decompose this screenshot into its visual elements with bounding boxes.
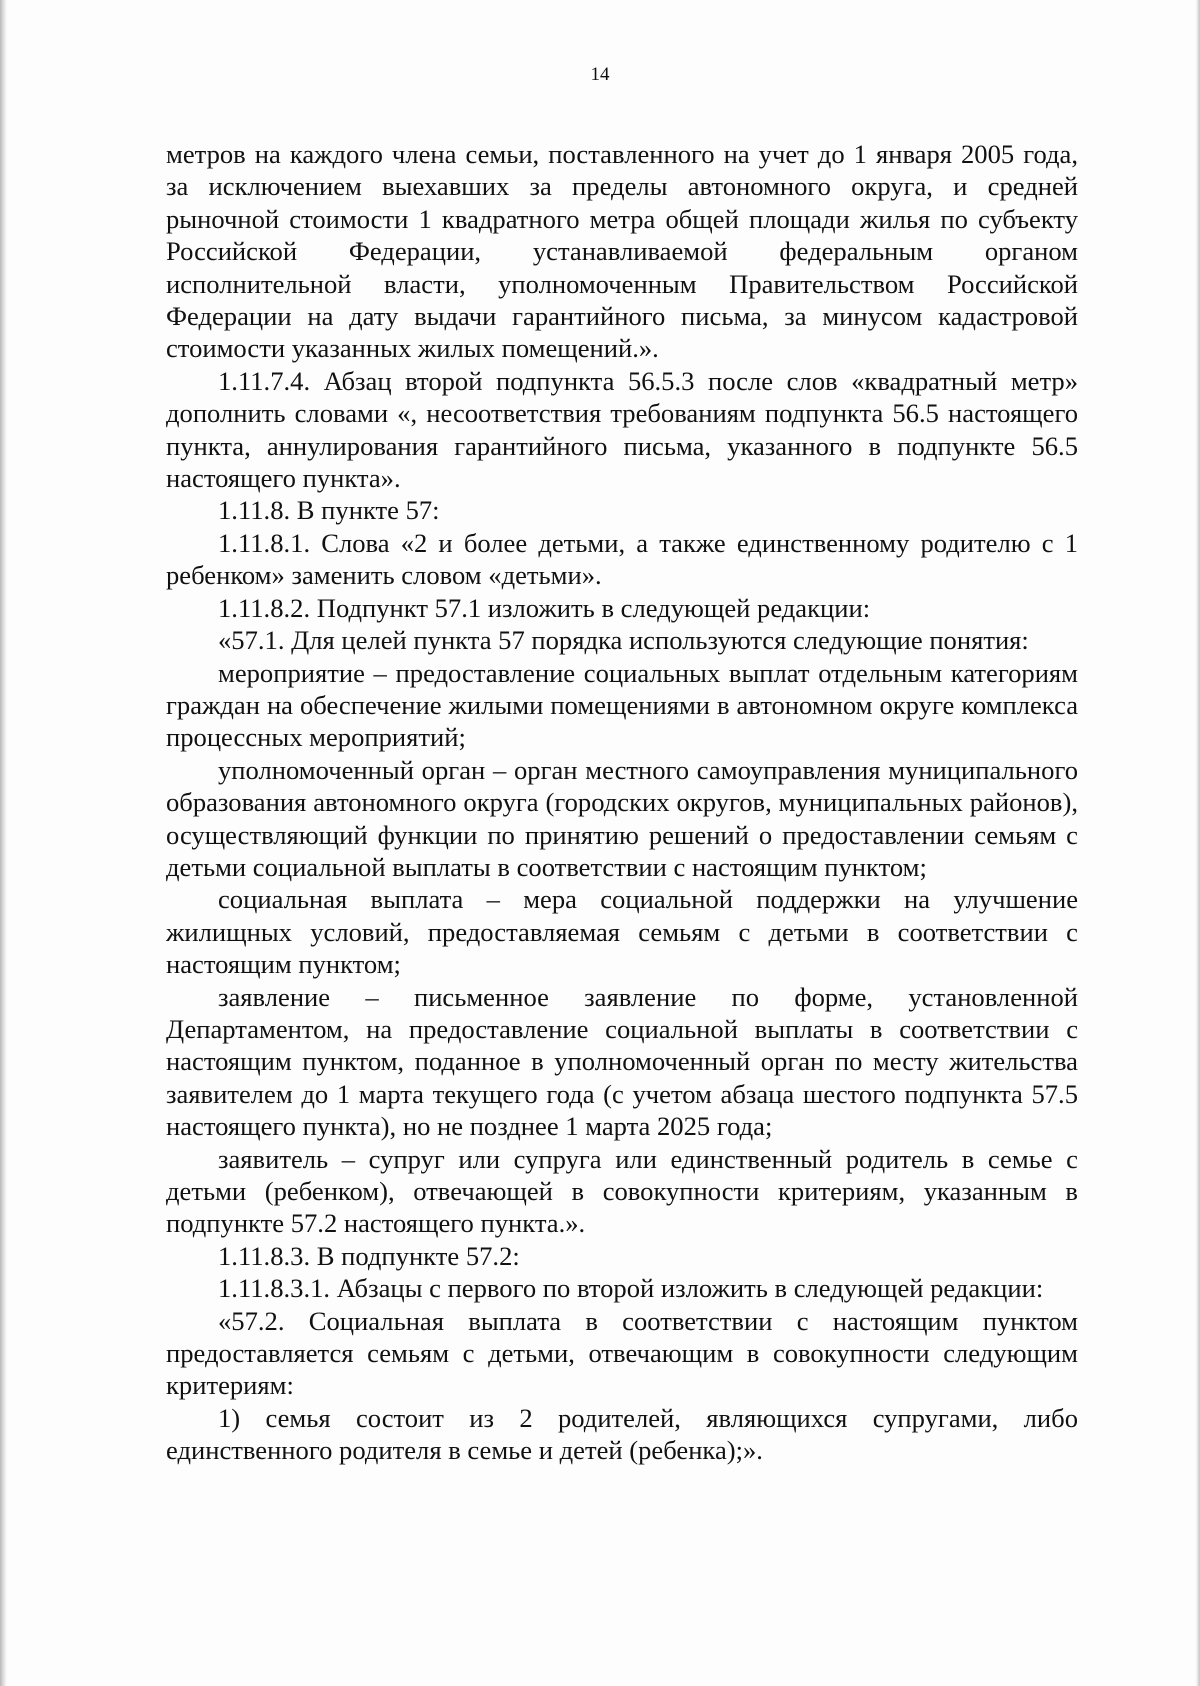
paragraph-6: «57.1. Для целей пункта 57 порядка используются следующие понятия: (218, 625, 1029, 656)
paragraph-9: социальная выплата – мера социальной поддержки на улучшение жилищных условий, предоставляемая семьям с детьми в соответствии с настоящим пунктом; (166, 884, 1078, 980)
paragraph-2: 1.11.7.4. Абзац второй подпункта 56.5.3 после слов «квадратный метр» дополнить словами «, несоответствия требованиям подпункта 56.5 настоящего пункта, аннулирования гарантийного письма, указанного в подпункте 56.5 настоящего пункта». (166, 365, 1078, 494)
paragraph-3: 1.11.8. В пункте 57: (218, 495, 440, 526)
paragraph-13: 1.11.8.3.1. Абзацы с первого по второй изложить в следующей редакции: (218, 1273, 1044, 1304)
paragraph-11: заявитель – супруг или супруга или единственный родитель в семье с детьми (ребенком), отвечающей в совокупности критериям, указанным в подпункте 57.2 настоящего пункта.». (166, 1143, 1078, 1239)
paragraph-10: заявление – письменное заявление по форме, установленной Департаментом, на предоставление социальной выплаты в соответствии с настоящим пунктом, поданное в уполномоченный орган по месту жительства заявителем до 1 марта текущего года (с учетом абзаца шестого подпункта 57.5 настоящего пункта), но не позднее 1 марта 2025 года; (166, 981, 1078, 1142)
paragraph-8: уполномоченный орган – орган местного самоуправления муниципального образования автономного округа (городских округов, муниципальных районов), осуществляющий функции по принятию решений о предоставлении семьям с детьми социальной выплаты в соответствии с настоящим пунктом; (166, 754, 1078, 882)
paragraph-15: 1) семья состоит из 2 родителей, являющихся супругами, либо единственного родителя в семье и детей (ребенка);». (166, 1402, 1078, 1466)
document-body (166, 138, 1078, 1467)
paragraph-4: 1.11.8.1. Слова «2 и более детьми, а также единственному родителю с 1 ребенком» заменить словом «детьми». (166, 527, 1078, 591)
scan-edge-right (1195, 0, 1200, 1686)
paragraph-1: метров на каждого члена семьи, поставленного на учет до 1 января 2005 года, за исключением выехавших за пределы автономного округа, и средней рыночной стоимости 1 квадратного метра общей площади жилья по субъекту Российской Федерации, устанавливаемой федеральным органом исполнительной власти, уполномоченным Правительством Российской Федерации на дату выдачи гарантийного письма, за минусом кадастровой стоимости указанных жилых помещений.». (166, 139, 1078, 364)
scan-edge-left (0, 0, 7, 1686)
paragraph-12: 1.11.8.3. В подпункте 57.2: (218, 1240, 520, 1271)
paragraph-7: мероприятие – предоставление социальных выплат отдельным категориям граждан на обеспечение жилыми помещениями в автономном округе комплекса процессных мероприятий; (166, 657, 1078, 753)
paragraph-14: «57.2. Социальная выплата в соответствии с настоящим пунктом предоставляется семьям с детьми, отвечающим в совокупности следующим критериям: (166, 1305, 1078, 1401)
page-number: 14 (590, 64, 610, 85)
paragraph-5: 1.11.8.2. Подпункт 57.1 изложить в следующей редакции: (218, 592, 871, 623)
